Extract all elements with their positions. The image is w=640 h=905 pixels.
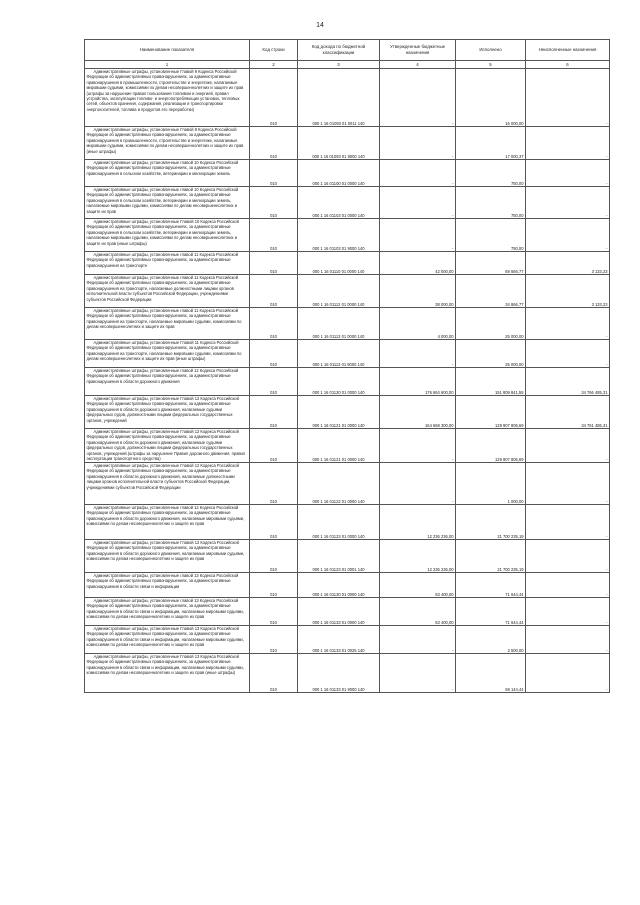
row-name [85, 219, 250, 252]
row-approved: - [380, 626, 456, 654]
row-name-text: Административные штрафы, установленные главой 11 Кодекса Российской Федерации об административных правонарушениях, за административные правонарушения на транспорте, налагаемые мировыми судьями, комиссиями по делам несовершеннолетних и защите их прав [86, 308, 242, 330]
column-number: 1 [85, 61, 250, 69]
row-remaining: - [526, 654, 610, 693]
header-executed: Исполнено [456, 40, 526, 61]
row-approved: - [380, 187, 456, 219]
row-approved: 12 236 236,00 [380, 505, 456, 540]
table-row [85, 626, 610, 654]
row-executed: 1 000,00 [456, 463, 526, 505]
row-executed: 750,00 [456, 160, 526, 187]
row-line-code: 010 [250, 340, 298, 368]
row-executed: 129 907 805,69 [456, 396, 526, 429]
row-name-text: Административные штрафы, установленные главой 11 Кодекса Российской Федерации об административных правонарушениях, за административные правонарушения на транспорте [86, 252, 238, 268]
row-line-code: 010 [250, 368, 298, 396]
row-income-code: 000 1 16 01120 01 0000 140 [298, 368, 380, 396]
table-row [85, 69, 610, 127]
row-remaining: - [526, 308, 610, 340]
row-line-code: 010 [250, 573, 298, 598]
table-row [85, 540, 610, 573]
row-line-code: 010 [250, 160, 298, 187]
row-income-code: 000 1 16 01121 01 0000 140 [298, 429, 380, 463]
row-line-code: 010 [250, 505, 298, 540]
row-name [85, 308, 250, 340]
row-name-text: Административные штрафы, установленные Главой 10 Кодекса Российской Федерации об административных правонарушениях, за административные правонарушения в сельском хозяйстве, ветеринарии и мелиорации земель, налагаемые мировыми судьями, комиссиями по делам несовершеннолетних и защите их прав (иные штрафы) [86, 219, 239, 246]
row-line-code: 010 [250, 308, 298, 340]
row-line-code: 010 [250, 654, 298, 693]
column-number: 2 [250, 61, 298, 69]
row-remaining: - [526, 626, 610, 654]
row-name-text: Административные штрафы, установленные Главой 12 Кодекса Российской Федерации об административных правонарушениях, за административные правонарушения в области дорожного движения, налагаемые судьями федеральных судов, должностными лицами федеральных государственных органов, учреждений [86, 396, 239, 423]
row-executed: 750,00 [456, 219, 526, 252]
row-executed: 25 000,00 [456, 340, 526, 368]
row-name-text: Административные штрафы, установленные главой 10 Кодекса Российской Федерации об административных правонарушениях, за административные правонарушения в сельском хозяйстве, ветеринарии и мелиорации земель, налагаемые мировыми судьями, комиссиями по делам несовершеннолетних и защите их прав [86, 187, 239, 214]
row-executed: 71 644,44 [456, 573, 526, 598]
row-name [85, 187, 250, 219]
row-name-text: Административные штрафы, установленные главой 12 Кодекса Российской Федерации об административных правонарушениях, за административные правонарушения в области дорожного движения, налагаемые мировыми судьями, комиссиями по делам несовершеннолетних и защите их прав [86, 505, 245, 527]
row-remaining: - [526, 340, 610, 368]
table-row [85, 340, 610, 368]
row-name [85, 69, 250, 127]
header-remaining: Неисполненные назначения [526, 40, 610, 61]
table-row [85, 252, 610, 275]
table-row [85, 368, 610, 396]
row-name-text: Административные штрафы, установленные Главой 13 Кодекса Российской Федерации об административных правонарушениях, за административные правонарушения в области связи и информации, налагаемые мировыми судьями, комиссиями по делам несовершеннолетних и защите их прав [86, 626, 244, 648]
column-number: 3 [298, 61, 380, 69]
row-executed: 16 000,00 [456, 69, 526, 127]
row-income-code: 000 1 16 01110 01 0000 140 [298, 252, 380, 275]
row-executed: 151 809 841,55 [456, 368, 526, 396]
row-approved: 164 668 300,00 [380, 396, 456, 429]
row-line-code: 010 [250, 69, 298, 127]
row-name [85, 396, 250, 429]
row-name [85, 463, 250, 505]
row-approved: - [380, 69, 456, 127]
row-line-code: 010 [250, 540, 298, 573]
row-remaining: - [526, 505, 610, 540]
row-remaining: - [526, 463, 610, 505]
table-row [85, 429, 610, 463]
row-executed: 71 644,44 [456, 598, 526, 626]
row-income-code: 000 1 16 01130 01 0000 140 [298, 573, 380, 598]
row-name [85, 127, 250, 160]
row-approved: 4 000,00 [380, 308, 456, 340]
row-name [85, 540, 250, 573]
row-name-text: Административные штрафы, установленные главой 10 Кодекса Российской Федерации об административных правонарушениях, за административные правонарушения в сельском хозяйстве, ветеринарии и мелиорации земель [86, 160, 239, 176]
table-row [85, 160, 610, 187]
row-name-text: Административные штрафы, установленные главой 11 Кодекса Российской Федерации об административных правонарушениях, за административные правонарушения на транспорте, налагаемые должностными лицами органов исполнительной власти субъектов Российской Федерации, учреждениями субъектов Российской Федерации [86, 275, 238, 302]
page-number: 14 [316, 22, 324, 29]
row-income-code: 000 1 16 01121 01 0000 140 [298, 396, 380, 429]
row-remaining: - [526, 598, 610, 626]
row-executed: 21 700 235,19 [456, 505, 526, 540]
row-approved: - [380, 219, 456, 252]
row-income-code: 000 1 16 01123 01 0001 140 [298, 540, 380, 573]
row-line-code: 010 [250, 127, 298, 160]
table-row [85, 275, 610, 308]
row-remaining: 3 133,23 [526, 275, 610, 308]
row-name-text: Административные штрафы, установленные главой 13 Кодекса Российской Федерации об административных правонарушениях, за административные правонарушения в области связи и информации [86, 573, 239, 589]
table-row [85, 127, 610, 160]
row-line-code: 010 [250, 187, 298, 219]
table-row [85, 654, 610, 693]
header-name: Наименование показателя [85, 40, 250, 61]
header-approved: Утвержденные бюджетные назначения [380, 40, 456, 61]
row-name-text: Административные штрафы, установленные Главой 12 Кодекса Российской Федерации об административных правонарушениях, за административные правонарушения в области дорожного движения, налагаемые должностными лицами органов исполнительной власти субъектов Российской Федерации, учреждениями субъектов Российской Федерации [86, 463, 239, 490]
row-name [85, 368, 250, 396]
row-name-text: Административные штрафы, установленные главой 13 Кодекса Российской Федерации об административных правонарушениях, за административные правонарушения в области связи и информации, налагаемые мировыми судьями, комиссиями по делам несовершеннолетних и защите их прав [86, 598, 244, 620]
row-income-code: 000 1 16 01113 01 9000 140 [298, 340, 380, 368]
row-executed: 25 000,00 [456, 308, 526, 340]
row-name [85, 340, 250, 368]
header-income-code: Код дохода по бюджетной классификации [298, 40, 380, 61]
table-body [85, 69, 610, 693]
row-name [85, 160, 250, 187]
row-income-code: 000 1 16 01112 01 0000 140 [298, 275, 380, 308]
row-approved: - [380, 429, 456, 463]
row-income-code: 000 1 16 01123 01 0000 140 [298, 505, 380, 540]
row-name [85, 505, 250, 540]
row-remaining: - [526, 127, 610, 160]
column-number: 6 [526, 61, 610, 69]
row-name [85, 654, 250, 693]
row-line-code: 010 [250, 429, 298, 463]
row-line-code: 010 [250, 598, 298, 626]
row-name-text: Административные штрафы, установленные Главой 12 Кодекса Российской Федерации об административных правонарушениях, за административные правонарушения в области дорожного движения, налагаемые судьями федеральных судов, должностными лицами федеральных государственных органов, учреждений (штрафы за нарушение Правил дорожного движения, правил эксплуатации транспортного средства) [86, 429, 246, 461]
row-line-code: 010 [250, 396, 298, 429]
row-remaining: 3 133,23 [526, 252, 610, 275]
row-income-code: 000 1 16 01133 01 0025 140 [298, 626, 380, 654]
row-approved: 12 236 236,00 [380, 540, 456, 573]
row-approved: - [380, 127, 456, 160]
row-income-code: 000 1 16 01093 01 0011 140 [298, 69, 380, 127]
table-row [85, 505, 610, 540]
header-row [85, 40, 610, 61]
column-number: 4 [380, 61, 456, 69]
row-income-code: 000 1 16 01100 01 0000 140 [298, 160, 380, 187]
row-name [85, 252, 250, 275]
row-remaining: 34 761 485,31 [526, 396, 610, 429]
row-executed: 21 700 235,19 [456, 540, 526, 573]
row-name-text: Административные штрафы, установленные Главой 12 Кодекса Российской Федерации об административных правонарушениях, за административные правонарушения в области дорожного движения, налагаемые мировыми судьями, комиссиями по делам несовершеннолетних и защите их прав [86, 540, 245, 562]
row-approved: - [380, 654, 456, 693]
row-executed: 2 500,00 [456, 626, 526, 654]
row-name-text: Административные штрафы, установленные Главой 9 Кодекса Российской Федерации об административных правонарушениях, за административные правонарушения в промышленности, строительстве и энергетике, налагаемые мировыми судьями, комиссиями по делам несовершеннолетних и защите их прав (иные штрафы) [86, 127, 244, 154]
row-remaining: - [526, 219, 610, 252]
row-approved: 53 400,00 [380, 573, 456, 598]
row-remaining: - [526, 187, 610, 219]
table-row [85, 187, 610, 219]
row-line-code: 010 [250, 463, 298, 505]
table-row [85, 573, 610, 598]
table-row [85, 598, 610, 626]
row-executed: 69 566,77 [456, 252, 526, 275]
header-line-code: Код строки [250, 40, 298, 61]
row-income-code: 000 1 16 01122 01 0000 140 [298, 463, 380, 505]
row-line-code: 010 [250, 252, 298, 275]
row-remaining: - [526, 573, 610, 598]
row-approved: 176 664 600,00 [380, 368, 456, 396]
row-name [85, 573, 250, 598]
row-name-text: Административные штрафы, установленные Главой 13 Кодекса Российской Федерации об административных правонарушениях, за административные правонарушения в области связи и информации, налагаемые мировыми судьями, комиссиями по делам несовершеннолетних и защите их прав (иные штрафы) [86, 654, 244, 676]
row-income-code: 000 1 16 01133 01 0000 140 [298, 598, 380, 626]
table-row [85, 396, 610, 429]
row-approved: 42 000,00 [380, 252, 456, 275]
row-line-code: 010 [250, 626, 298, 654]
row-name-text: Административные штрафы, установленные Главой 11 Кодекса Российской Федерации об административных правонарушениях, за административные правонарушения на транспорте, налагаемые мировыми судьями, комиссиями по делам несовершеннолетних и защите их прав (иные штрафы) [86, 340, 242, 362]
row-name [85, 598, 250, 626]
row-executed: 129 907 805,69 [456, 429, 526, 463]
row-income-code: 000 1 16 01093 01 9000 140 [298, 127, 380, 160]
row-income-code: 000 1 16 01103 01 9000 140 [298, 219, 380, 252]
row-executed: 69 144,44 [456, 654, 526, 693]
row-remaining: - [526, 540, 610, 573]
table-row [85, 219, 610, 252]
revenue-table [84, 39, 610, 693]
row-line-code: 010 [250, 275, 298, 308]
row-name [85, 429, 250, 463]
row-remaining: - [526, 429, 610, 463]
row-name [85, 275, 250, 308]
row-remaining: - [526, 69, 610, 127]
row-executed: 17 000,37 [456, 127, 526, 160]
row-income-code: 000 1 16 01113 01 0000 140 [298, 308, 380, 340]
row-approved: - [380, 340, 456, 368]
row-income-code: 000 1 16 01133 01 9000 140 [298, 654, 380, 693]
row-executed: 34 866,77 [456, 275, 526, 308]
table-row [85, 308, 610, 340]
row-approved: - [380, 160, 456, 187]
row-executed: 750,00 [456, 187, 526, 219]
row-name-text: Административные штрафы, установленные главой 12 Кодекса Российской Федерации об административных правонарушениях, за административные правонарушения в области дорожного движения [86, 368, 239, 384]
row-approved: 53 400,00 [380, 598, 456, 626]
column-number-row [85, 61, 610, 69]
row-remaining: - [526, 160, 610, 187]
row-line-code: 010 [250, 219, 298, 252]
row-income-code: 000 1 16 01103 01 0000 140 [298, 187, 380, 219]
row-name [85, 626, 250, 654]
row-approved: 38 000,00 [380, 275, 456, 308]
row-approved: - [380, 463, 456, 505]
table-row [85, 463, 610, 505]
row-remaining: 34 766 485,31 [526, 368, 610, 396]
column-number: 5 [456, 61, 526, 69]
row-name-text: Административные штрафы, установленные Главой 9 Кодекса Российской Федерации об административных правонарушениях, за административные правонарушения в промышленности, строительстве и энергетике, налагаемые мировыми судьями, комиссиями по делам несовершеннолетних и защите их прав (штрафы за нарушение правил пользования топливом и энергией, правил устройства, эксплуатации топливо- и энергопотребляющих установок, тепловых сетей, объектов хранения, содержания, реализации и транспортировки энергоносителей, топлива и продуктов его переработки) [86, 69, 244, 112]
